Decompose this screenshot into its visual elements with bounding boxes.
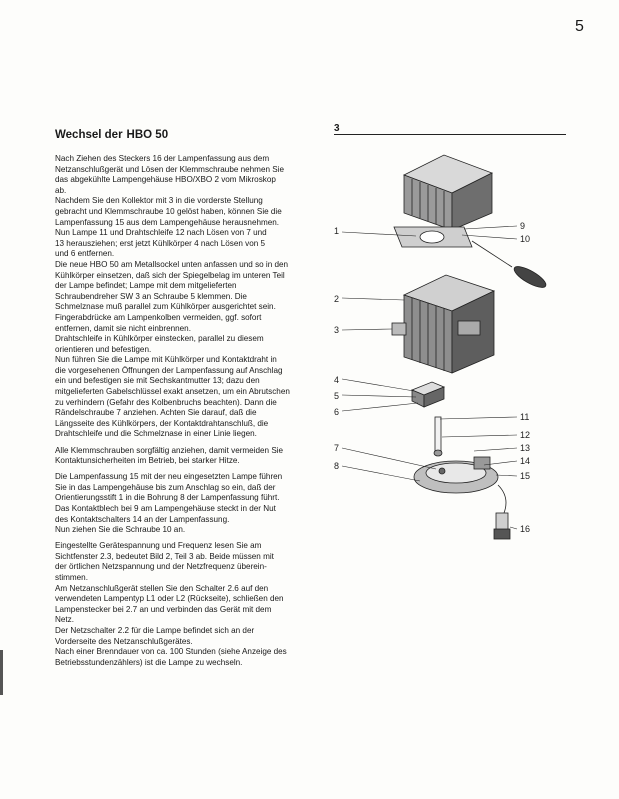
text-line: ein und befestigen sie mit Sechskantmutter 13; dazu den <box>55 376 260 386</box>
text-line: Kühlkörper einsetzen, daß sich der Spiegelbelag im unteren Teil <box>55 270 285 280</box>
text-line: Rändelschraube 7 anziehen. Achten Sie darauf, daß die <box>55 408 257 418</box>
text-line: zu verhindern (Gefahr des Kolbenbruchs beachten). Dann die <box>55 397 277 407</box>
callout-16: 16 <box>520 524 531 534</box>
text-line: die vorgesehenen Öffnungen der Lampenfassung auf Anschlag <box>55 365 283 375</box>
page-number: 5 <box>575 18 584 35</box>
callout-14: 14 <box>520 456 531 466</box>
text-line: Drahtschleife in Kühlkörper einstecken, parallel zu diesem <box>55 334 264 344</box>
callout-13: 13 <box>520 443 531 453</box>
text-line: Nun ziehen Sie die Schraube 10 an. <box>55 525 186 535</box>
binding-mark <box>0 650 3 695</box>
text-line: Kontaktunsicherheiten im Betrieb, bei starker Hitze. <box>55 456 240 466</box>
text-line: Am Netzanschlußgerät stellen Sie den Schalter 2.6 auf den <box>55 583 269 593</box>
paragraph <box>55 541 323 668</box>
text-line: entfernen, damit sie nicht einbrennen. <box>55 323 191 333</box>
text-line: Betriebsstundenzählers) ist die Lampe zu wechseln. <box>55 657 243 667</box>
text-line: Nach Ziehen des Steckers 16 der Lampenfassung aus dem <box>55 154 270 163</box>
text-line: Netz. <box>55 615 74 625</box>
exploded-view-figure <box>334 135 566 555</box>
paragraph <box>55 446 323 467</box>
callout-12: 12 <box>520 430 531 440</box>
text-line: Sie in das Lampengehäuse bis zum Anschlag so ein, daß der <box>55 482 276 492</box>
callout-1: 1 <box>334 226 340 236</box>
section-title <box>55 129 168 141</box>
text-line: Schmelznase muß parallel zum Kühlkörper ausgerichtet sein. <box>55 302 276 312</box>
title-model: HBO 50 <box>126 129 169 141</box>
text-line: Der Netzschalter 2.2 für die Lampe befindet sich an der <box>55 626 255 636</box>
text-line: gebracht und Klemmschraube 10 gelöst haben, können Sie die <box>55 206 282 216</box>
text-line: der Lampe befindet; Lampe mit dem mitgelieferten <box>55 281 237 291</box>
instruction-text <box>55 154 323 674</box>
paragraph <box>55 472 323 536</box>
title-prefix: Wechsel der <box>55 129 123 141</box>
callout-10: 10 <box>520 234 531 244</box>
text-line: Nun Lampe 11 und Drahtschleife 12 nach Lösen von 7 und <box>55 228 267 238</box>
lamp-housing <box>392 275 494 373</box>
text-line: Vorderseite des Netzanschlußgerätes. <box>55 636 193 646</box>
text-line: stimmen. <box>55 573 88 583</box>
lamp-socket <box>414 457 510 539</box>
callout-4: 4 <box>334 375 340 385</box>
text-line: Die Lampenfassung 15 mit der neu eingesetzten Lampe führen <box>55 472 283 482</box>
text-line: Schraubendreher SW 3 an Schraube 5 klemmen. Die <box>55 291 247 301</box>
text-line: Das Kontaktblech bei 9 am Lampengehäuse steckt in der Nut <box>55 504 276 513</box>
callout-9: 9 <box>520 221 526 231</box>
paragraph <box>55 154 323 440</box>
text-line: mitgelieferten Gabelschlüssel exakt ansetzen, um ein Abrutschen <box>55 387 290 397</box>
text-line: Alle Klemmschrauben sorgfältig anziehen, damit vermeiden Sie <box>55 445 284 455</box>
text-line: Eingestellte Gerätespannung und Frequenz lesen Sie am <box>55 541 262 551</box>
text-line: Netzanschlußgerät und Lösen der Klemmschraube nehmen Sie <box>55 164 284 174</box>
callout-15: 15 <box>520 471 531 481</box>
text-line: des Kontaktschalters 14 an der Lampenfassung. <box>55 514 230 524</box>
callout-5: 5 <box>334 391 340 401</box>
text-line: und 6 entfernen. <box>55 249 115 259</box>
text-line: der örtlichen Netzspannung und der Netzfrequenz überein- <box>55 562 267 572</box>
callout-2: 2 <box>334 294 340 304</box>
text-line: Längsseite des Kühlkörpers, der Kontaktdrahtanschluß, die <box>55 418 269 428</box>
text-line: Orientierungsstift 1 in die Bohrung 8 der Lampenfassung führt. <box>55 493 280 503</box>
lamp-housing-detail <box>394 155 549 291</box>
text-line: Sichtfenster 2.3, bedeutet Bild 2, Teil 3 ab. Beide müssen mit <box>55 551 274 561</box>
text-line: Nun führen Sie die Lampe mit Kühlkörper und Kontaktdraht in <box>55 355 277 365</box>
text-line: ab. <box>55 185 67 195</box>
text-line: Die neue HBO 50 am Metallsockel unten anfassen und so in den <box>55 259 289 269</box>
text-line: Nach einer Brenndauer von ca. 100 Stunden (siehe Anzeige des <box>55 647 287 657</box>
text-line: Lampenfassung 15 aus dem Lampengehäuse herausnehmen. <box>55 217 280 227</box>
callout-8: 8 <box>334 461 340 471</box>
text-line: Nachdem Sie den Kollektor mit 3 in die vorderste Stellung <box>55 196 263 206</box>
text-line: 13 herausziehen; erst jetzt Kühlkörper 4 nach Lösen von 5 <box>55 238 266 248</box>
text-line: orientieren und befestigen. <box>55 344 152 354</box>
figure-label: 3 <box>334 123 340 134</box>
callout-3: 3 <box>334 325 340 335</box>
text-line: Lampenstecker bei 2.7 an und verbinden das Gerät mit dem <box>55 604 272 614</box>
text-line: verwendeten Lampentyp L1 oder L2 (Rückseite), schließen den <box>55 594 284 604</box>
heat-sink-and-lamp <box>412 382 444 456</box>
text-line: Drahtschleife und die Schmelznase in einer Linie liegen. <box>55 429 257 439</box>
callout-6: 6 <box>334 407 340 417</box>
text-line: Fingerabdrücke am Lampenkolben vermeiden, ggf. sofort <box>55 312 262 322</box>
callout-11: 11 <box>520 412 530 422</box>
text-line: das abgekühlte Lampengehäuse HBO/XBO 2 vom Mikroskop <box>55 175 276 185</box>
callout-7: 7 <box>334 443 340 453</box>
